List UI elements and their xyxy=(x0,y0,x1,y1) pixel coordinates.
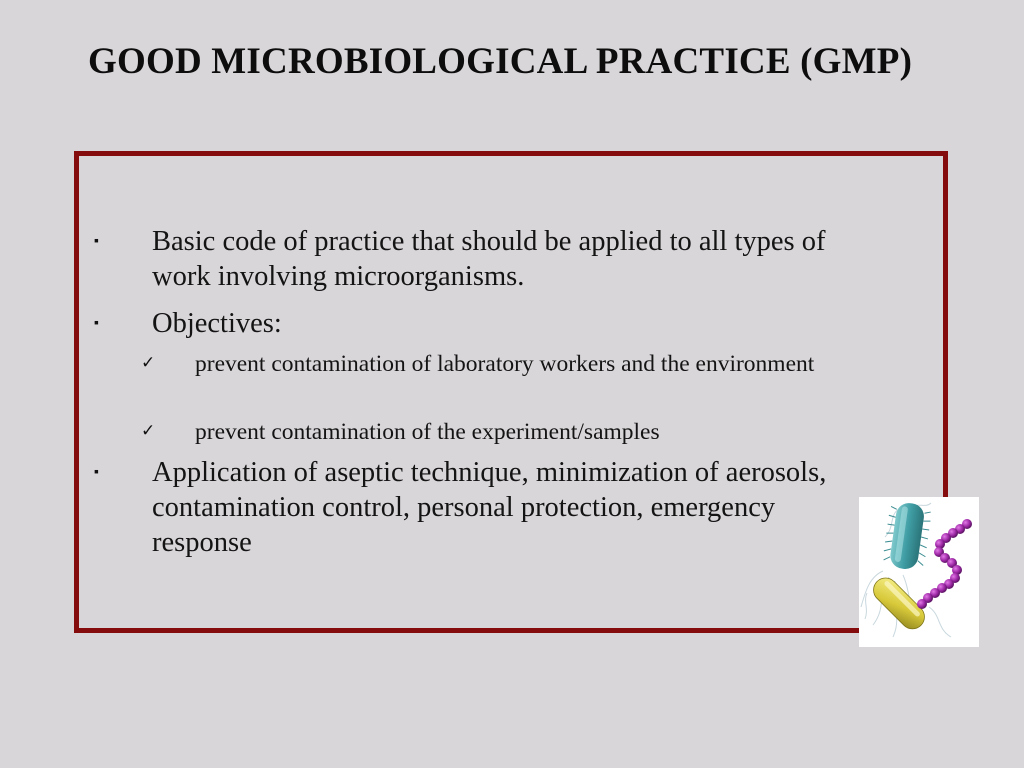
sub-item-text: prevent contamination of laboratory workers and the environment xyxy=(195,351,815,377)
content-frame xyxy=(74,151,948,633)
bullet-text: Application of aseptic technique, minimization of aerosols, contamination control, personal protection, emergency response xyxy=(152,457,827,558)
slide-title: GOOD MICROBIOLOGICAL PRACTICE (GMP) xyxy=(88,41,913,82)
sub-item-samples xyxy=(79,418,839,446)
checkmark-icon: ✓ xyxy=(141,421,156,441)
bacteria-illustration-icon xyxy=(859,497,979,647)
bullet-text: Basic code of practice that should be applied to all types of work involving microorganisms. xyxy=(152,226,826,292)
bullet-item-objectives xyxy=(79,306,839,341)
sub-item-text: prevent contamination of the experiment/samples xyxy=(195,419,660,445)
bacteria-svg xyxy=(859,497,979,647)
bullet-text: Objectives: xyxy=(152,308,282,339)
bullet-item-application xyxy=(79,455,839,560)
square-bullet-icon: ▪ xyxy=(94,234,99,249)
sub-item-workers xyxy=(79,350,819,378)
checkmark-icon: ✓ xyxy=(141,353,156,373)
bullet-item-definition xyxy=(79,224,839,294)
square-bullet-icon: ▪ xyxy=(94,465,99,480)
square-bullet-icon: ▪ xyxy=(94,316,99,331)
